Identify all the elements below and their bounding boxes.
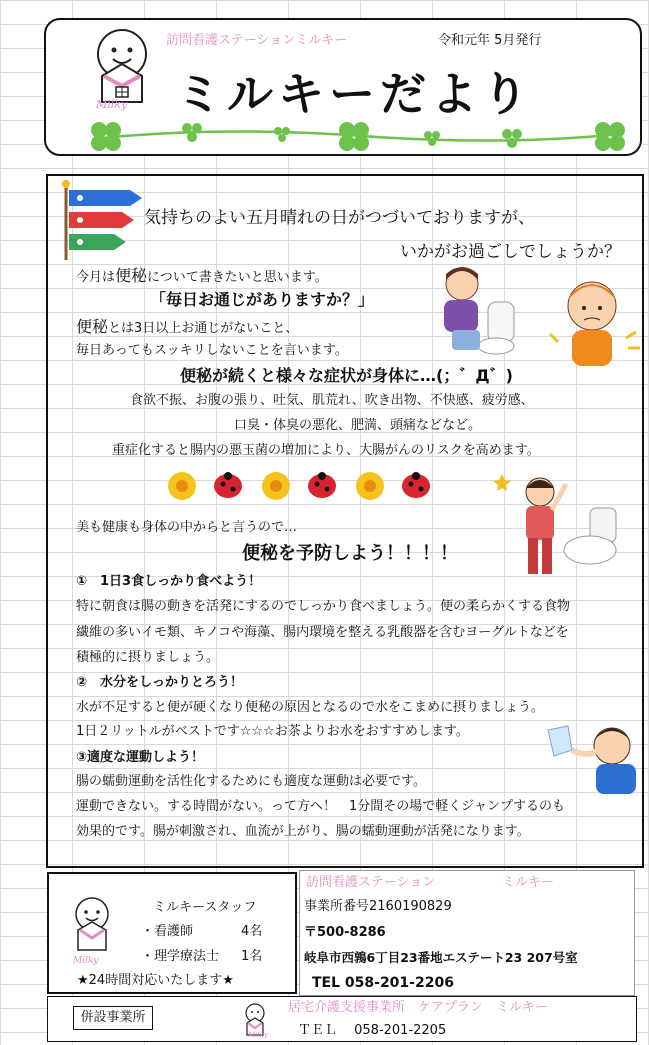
definition-line-1 — [76, 319, 298, 337]
clover-vine-decoration — [82, 114, 642, 156]
tip-3-line-1: 腸の蠕動運動を活性化するためにも適度な運動は必要です。 — [76, 774, 426, 789]
header-org-name: 訪問看護ステーションミルキー — [166, 33, 348, 48]
tip-1-title: ① 1日3食しっかり食べよう！ — [76, 574, 262, 589]
prevention-heading: 便秘を予防しよう！！！！ — [242, 543, 458, 564]
staff-role-nurse: ・看護師 — [141, 924, 194, 939]
issue-date: 令和元年 5月発行 — [438, 33, 542, 48]
staff-logo-wordmark: Milky — [73, 956, 99, 966]
staff-count-pt: 1名 — [241, 949, 263, 964]
intro-line-1: 気持ちのよい五月晴れの日がつづいておりますが、 — [144, 208, 535, 228]
office-info — [299, 870, 635, 996]
office-postal: 〒500-8286 — [304, 925, 386, 940]
symptoms-line-2: 口臭・体臭の悪化、肥満、頭痛などなど。 — [234, 418, 482, 433]
symptoms-heading: 便秘が続くと様々な症状が身体に…(；゛Д゛) — [180, 366, 513, 385]
stomachache-child-illustration — [548, 272, 644, 370]
toilet-child-illustration — [432, 262, 522, 362]
tip-2-line-2: 1日２リットルがベストです☆☆☆お茶よりお水をおすすめします。 — [76, 724, 469, 739]
newsletter-header — [44, 18, 642, 156]
tip-1-line-3: 積極的に摂りましょう。 — [76, 650, 220, 665]
milky-mascot-logo-small — [63, 894, 121, 958]
article-body — [46, 174, 644, 868]
logo-wordmark: Milky — [96, 98, 128, 111]
annex-label: 併設事業所 — [73, 1006, 153, 1030]
staff-box — [47, 872, 297, 994]
happy-girl-toilet-illustration — [486, 464, 626, 582]
tip-3-title: ③適度な運動しよう！ — [76, 750, 205, 765]
staff-title: ミルキースタッフ — [153, 900, 257, 915]
annex-office-name: 居宅介護支援事業所 ケアプラン ミルキー — [288, 1000, 549, 1015]
staff-count-nurse: 4名 — [241, 924, 263, 939]
staff-role-pt: ・理学療法士 — [141, 949, 220, 964]
office-brand: ミルキー — [502, 875, 555, 890]
tip-3-line-2: 運動できない。する時間がない。って方へ！ 1分間その場で軽くジャンプするのも — [76, 799, 566, 814]
annex-office-tel: ＴＥＬ 058-201-2205 — [298, 1023, 447, 1038]
definition-line-2: 毎日あってもスッキリしないことを言います。 — [76, 343, 348, 358]
newsletter-title: ミルキーだより — [176, 67, 533, 121]
tip-1-line-1: 特に朝食は腸の動きを活発にするのでしっかり食べましょう。便の柔らかくする食物 — [76, 599, 571, 614]
flower-ladybug-decoration — [158, 468, 438, 504]
tip-3-line-3: 効果的です。腸が刺激され、血流が上がり、腸の蠕動運動が活発になります。 — [76, 824, 530, 839]
staff-note: ★24時間対応いたします★ — [77, 973, 234, 988]
symptoms-line-3: 重症化すると腸内の悪玉菌の増加により、大腸がんのリスクを高めます。 — [112, 443, 540, 458]
tip-2-title: ② 水分をしっかりとろう！ — [76, 675, 244, 690]
symptoms-line-1: 食欲不振、お腹の張り、吐気、肌荒れ、吹き出物、不快感、疲労感、 — [130, 393, 534, 408]
definition-text: とは3日以上お通じがないこと、 — [108, 321, 299, 336]
office-address: 岐阜市西鶉6丁目23番地エステート23 207号室 — [304, 950, 578, 965]
drinking-water-illustration — [542, 716, 642, 796]
tip-2-line-1: 水が不足すると便が硬くなり便秘の原因となるので水をこまめに摂りましょう。 — [76, 700, 545, 715]
definition-keyword: 便秘 — [76, 317, 109, 336]
prevention-lead: 美も健康も身体の中からと言うので… — [76, 520, 298, 535]
office-tel: TEL 058-201-2206 — [312, 975, 454, 991]
topic-question: 「毎日お通じがありますか？」 — [150, 290, 375, 309]
topic-keyword: 便秘 — [115, 266, 148, 285]
topic-pre: 今月は — [76, 270, 116, 285]
intro-line-2: いかがお過ごしでしょうか？ — [400, 242, 621, 262]
office-number: 事業所番号2160190829 — [304, 899, 452, 914]
footer-logo-wordmark: Milky — [248, 1031, 268, 1039]
topic-post: について書きたいと思います。 — [147, 270, 328, 285]
topic-intro — [76, 268, 328, 286]
tip-1-line-2: 繊維の多いイモ類、キノコや海藻、腸内環境を整える乳酸器を含むヨーグルトなどを — [76, 625, 569, 640]
koinobori-illustration — [60, 180, 146, 260]
office-name: 訪問看護ステーション — [306, 875, 436, 890]
